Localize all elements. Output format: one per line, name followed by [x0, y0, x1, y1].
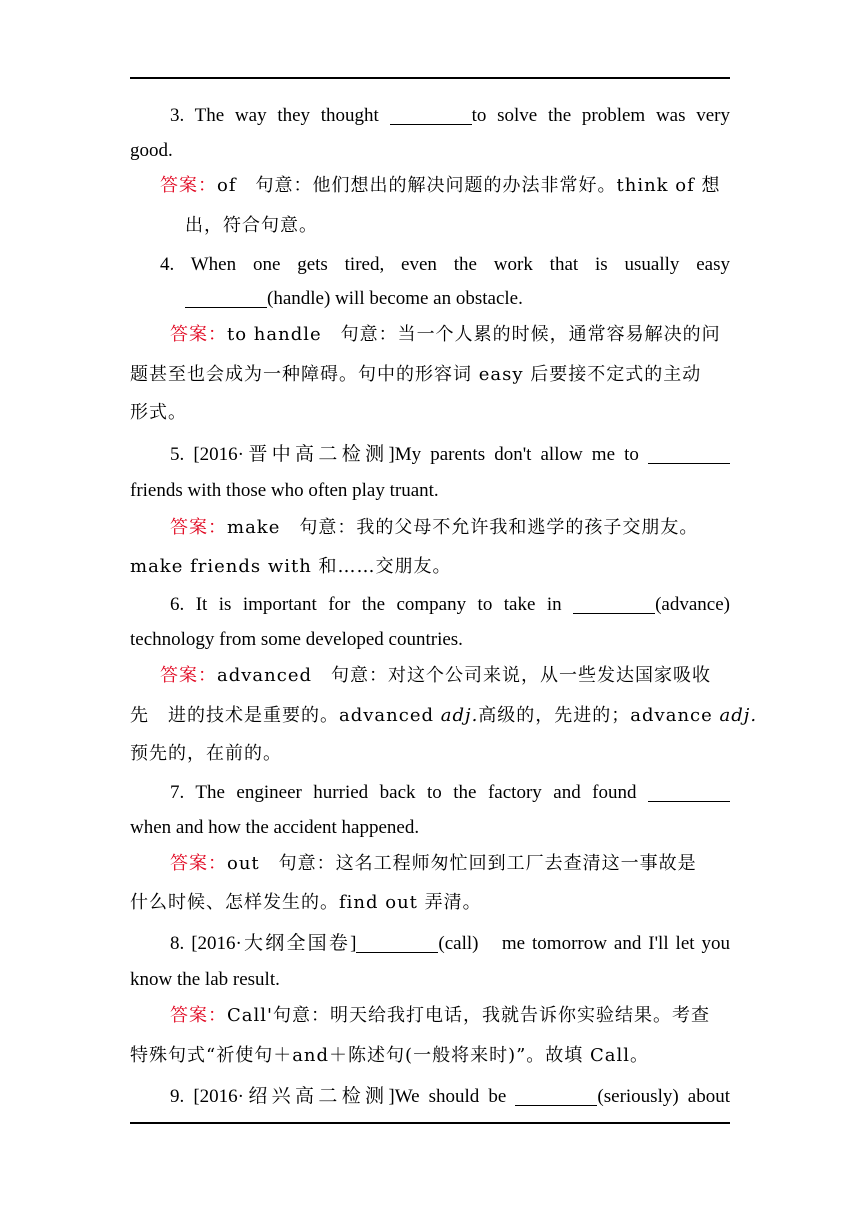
bottom-rule: [130, 1122, 730, 1124]
answer-label: 答案：: [160, 175, 217, 196]
q8-line2: know the lab result.: [130, 969, 280, 990]
answer-blank: [648, 779, 730, 802]
q6-answer-line1: 答案：advanced 句意：对这个公司来说，从一些发达国家吸收: [160, 665, 712, 686]
q5-line1: 5. [2016·晋中高二检测]My parents don't allow me to: [130, 437, 730, 471]
q8-answer-line2: 特殊句式“祈使句＋and＋陈述句(一般将来时)”。故填 Call。: [130, 1045, 650, 1066]
answer-label: 答案：: [170, 517, 227, 538]
q3-line1: 3. The way they thought to solve the problem was very: [130, 99, 730, 133]
q9-line1: 9. [2016·绍兴高二检测]We should be (seriously) about: [170, 1085, 730, 1107]
q8-answer-line1: 答案：Call'句意：明天给我打电话，我就告诉你实验结果。考查: [170, 1005, 710, 1026]
answer-blank: [648, 441, 730, 464]
q7-line2: when and how the accident happened.: [130, 817, 420, 838]
answer-blank: [185, 285, 267, 308]
q7-answer-line2: 什么时候、怎样发生的。find out 弄清。: [130, 892, 482, 913]
top-rule: [130, 77, 730, 79]
answer-label: 答案：: [170, 1005, 227, 1026]
q6-answer-line3: 预先的，在前的。: [130, 743, 282, 764]
answer-blank: [573, 591, 655, 614]
q4-answer-line3: 形式。: [130, 402, 187, 423]
q4-answer-line2: 题甚至也会成为一种障碍。句中的形容词 easy 后要接不定式的主动: [130, 364, 702, 385]
q5-answer-line1: 答案：make 句意：我的父母不允许我和逃学的孩子交朋友。: [170, 517, 699, 538]
answer-blank: [515, 1083, 597, 1106]
answer-label: 答案：: [160, 665, 217, 686]
q6-line2: technology from some developed countries.: [130, 629, 463, 650]
answer-label: 答案：: [170, 853, 227, 874]
q7-line1: 7. The engineer hurried back to the factory and found: [130, 776, 730, 810]
q3-line2: good.: [130, 140, 173, 161]
answer-blank: [390, 102, 472, 125]
q8-line1: 8. [2016·大纲全国卷] (call) me tomorrow and I'll let you: [170, 932, 730, 954]
q6-answer-line2: 先 进的技术是重要的。advanced adj.高级的，先进的；advance adj.: [130, 705, 758, 726]
q5-answer-line2: make friends with 和……交朋友。: [130, 556, 452, 577]
answer-blank: [356, 930, 438, 953]
q3-answer-line2: 出，符合句意。: [185, 215, 318, 236]
q3-answer-line1: 答案：of 句意：他们想出的解决问题的办法非常好。think of 想: [160, 175, 721, 196]
q4-line2: (handle) will become an obstacle.: [130, 282, 730, 316]
q4-answer-line1: 答案：to handle 句意：当一个人累的时候，通常容易解决的问: [170, 324, 721, 345]
q4-line1: 4. When one gets tired, even the work that is usually easy: [160, 254, 730, 275]
answer-label: 答案：: [170, 324, 227, 345]
q6-line1: 6. It is important for the company to take in (advance): [130, 588, 730, 622]
q5-line2: friends with those who often play truant.: [130, 480, 439, 501]
q7-answer-line1: 答案：out 句意：这名工程师匆忙回到工厂去查清这一事故是: [170, 853, 697, 874]
